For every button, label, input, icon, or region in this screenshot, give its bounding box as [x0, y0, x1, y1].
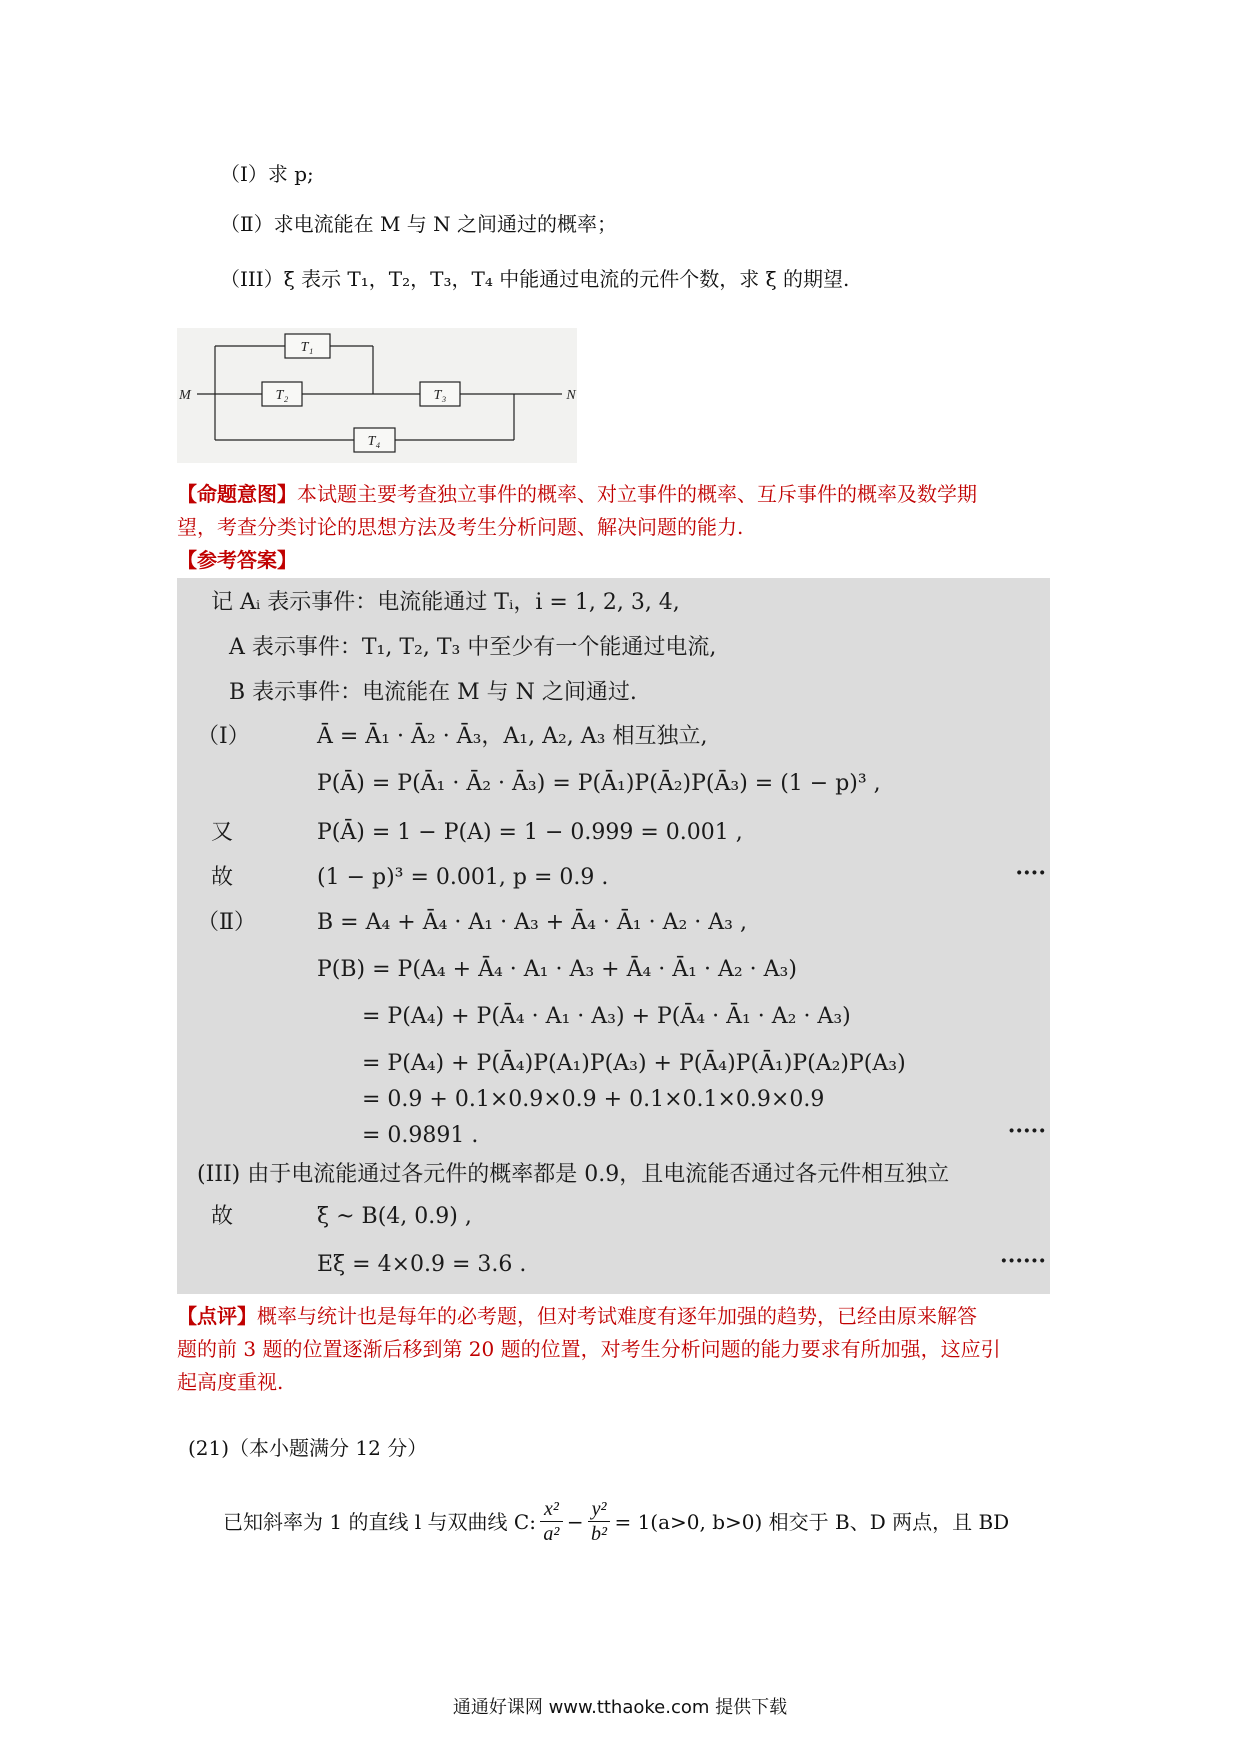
question-part-3: （III）ξ 表示 T₁，T₂，T₃，T₄ 中能通过电流的元件个数，求 ξ 的期望.	[220, 267, 850, 291]
t3-label: T₃	[433, 388, 447, 403]
q21-statement	[223, 1497, 1009, 1546]
solution-line-3: B 表示事件：电流能在 M 与 N 之间通过.	[229, 680, 637, 705]
gu-label: 故	[211, 865, 234, 890]
you-label: 又	[211, 820, 234, 845]
question-part-1: （Ⅰ）求 p;	[220, 162, 314, 186]
comment-text-1: 概率与统计也是每年的必考题，但对考试难度有逐年加强的趋势，已经由原来解答	[257, 1304, 977, 1328]
part-2-line-1: B = A₄ + Ā₄ · A₁ · A₃ + Ā₄ · Ā₁ · A₂ · A₃ ,	[317, 910, 747, 935]
comment-line-2: 题的前 3 题的位置逐渐后移到第 20 题的位置，对考生分析问题的能力要求有所加强，这应引	[177, 1337, 1001, 1361]
q21-header: (21)（本小题满分 12 分）	[188, 1436, 428, 1460]
terminal-m-label: M	[179, 388, 191, 403]
part-1-line-2: P(Ā) = P(Ā₁ · Ā₂ · Ā₃) = P(Ā₁)P(Ā₂)P(Ā₃) = (1 − p)³ ,	[317, 771, 881, 796]
q21-prefix: 已知斜率为 1 的直线 l 与双曲线 C:	[223, 1509, 536, 1534]
solution-line-1: 记 Aᵢ 表示事件：电流能通过 Tᵢ，i = 1, 2, 3, 4,	[211, 590, 680, 615]
question-part-2: （Ⅱ）求电流能在 M 与 N 之间通过的概率；	[220, 212, 618, 236]
part-2-line-6: = 0.9891 .	[362, 1123, 479, 1148]
y-fraction	[588, 1497, 611, 1546]
t4-label: T₄	[367, 434, 381, 449]
y-numerator: y²	[588, 1497, 611, 1522]
intent-tag: 【命题意图】	[177, 482, 297, 506]
b-denominator: b²	[591, 1523, 608, 1545]
x-fraction	[540, 1497, 563, 1546]
ellipsis-3: ······	[1000, 1248, 1046, 1274]
footer: 通通好课网 www.tthaoke.com 提供下载	[452, 1697, 788, 1718]
gu-label-2: 故	[211, 1204, 234, 1229]
q21-suffix: = 1(a>0, b>0) 相交于 B、D 两点，且 BD	[614, 1509, 1010, 1534]
solution-line-2: A 表示事件：T₁, T₂, T₃ 中至少有一个能通过电流,	[229, 635, 717, 660]
circuit-diagram-svg	[177, 328, 577, 463]
part-2-label: （Ⅱ）	[197, 910, 256, 935]
part-1-line-3: P(Ā) = 1 − P(A) = 1 − 0.999 = 0.001 ,	[317, 820, 743, 845]
part-3-line-3: Eξ = 4×0.9 = 3.6 .	[317, 1252, 527, 1277]
ellipsis-1: ····	[1015, 860, 1046, 886]
intent-line-1	[177, 478, 1077, 511]
t2-label: T₂	[275, 388, 289, 403]
comment-block	[177, 1300, 1077, 1399]
part-2-line-3: = P(A₄) + P(Ā₄ · A₁ · A₃) + P(Ā₄ · Ā₁ · A₂ · A₃)	[362, 1004, 851, 1029]
comment-line-3: 起高度重视.	[177, 1370, 284, 1394]
part-1-label: （Ⅰ）	[197, 724, 250, 749]
answer-tag: 【参考答案】	[177, 548, 297, 572]
part-1-line-4: (1 − p)³ = 0.001, p = 0.9 .	[317, 865, 609, 890]
solution-panel	[177, 578, 1050, 1294]
x-numerator: x²	[540, 1497, 563, 1522]
part-1-line-1: Ā = Ā₁ · Ā₂ · Ā₃，A₁, A₂, A₃ 相互独立,	[317, 724, 708, 749]
comment-line-1	[177, 1300, 1077, 1333]
part-2-line-4: = P(A₄) + P(Ā₄)P(A₁)P(A₃) + P(Ā₄)P(Ā₁)P(A₂)P(A₃)	[362, 1051, 906, 1076]
intent-text-1: 本试题主要考查独立事件的概率、对立事件的概率、互斥事件的概率及数学期	[297, 482, 977, 506]
circuit-diagram	[177, 328, 577, 463]
intent-block	[177, 478, 1077, 577]
a-denominator: a²	[543, 1523, 560, 1545]
part-3-line-2: ξ ~ B(4, 0.9) ,	[317, 1204, 472, 1229]
part-2-line-2: P(B) = P(A₄ + Ā₄ · A₁ · A₃ + Ā₄ · Ā₁ · A₂ · A₃)	[317, 957, 797, 982]
part-3-line-1: (III) 由于电流能通过各元件的概率都是 0.9，且电流能否通过各元件相互独立	[197, 1162, 950, 1187]
ellipsis-2: ·····	[1007, 1118, 1046, 1144]
terminal-n-label: N	[566, 388, 576, 403]
intent-line-2: 望，考查分类讨论的思想方法及考生分析问题、解决问题的能力.	[177, 515, 744, 539]
t1-label: T₁	[300, 340, 314, 355]
comment-tag: 【点评】	[177, 1304, 257, 1328]
part-2-line-5: = 0.9 + 0.1×0.9×0.9 + 0.1×0.1×0.9×0.9	[362, 1087, 825, 1112]
minus-sign: −	[566, 1509, 584, 1534]
